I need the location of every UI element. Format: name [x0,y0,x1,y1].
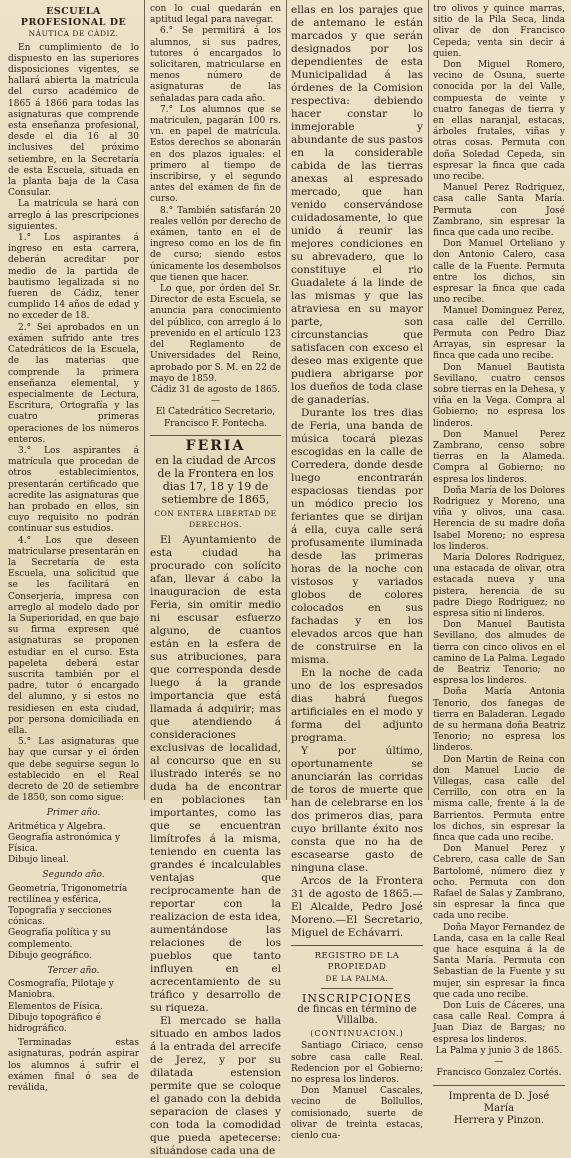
entry: Doña María de los Dolores Rodriguez y Moreno, una viña y olivos, una casa. Herencia de su madre doña Isabel Moreno; no espresa los linderos. [433,485,565,552]
subject-item: Dibujo geográfico. [8,950,92,961]
subject-item: Aritmética y Algebra. [8,821,106,832]
entry: tro olivos y quince marras, sitio de la Pila Seca, linda olivar de don Francisco Cepeda; venta sin decir á quien. [433,4,565,59]
paragraph: 3.° Los aspirantes á matrícula que procedan de otros establecimientos, presentarán certificado que acredite las asignaturas que han probado en ellos, sin cuyo requisito no podrán continuar sus estudios. [8,445,139,535]
imprint-line-2: Herrera y Pinzon. [453,1114,545,1126]
paragraph: 6.° Se permitirá á los alumnos, si sus padres, tutores ó encargados lo solicitaren, matricularse en menos número de asignaturas de las señaladas para cada año. [150,26,281,104]
subject-item: Cosmografía, Pilotaje y Maniobra. [8,979,114,1001]
paragraph: ellas en los parajes que de antemano le están marcados y que serán designados por los dependientes de esta Municipalidad á las órdenes de la Comision respectiva: debiendo hacer constar lo inmejorable y abundante de sus pastos en la considerable cabida de las tierras anexas al espresado mercado, que han venido conservándose cuidadosamente, lo que unido á reunir las mejores condiciones en su abrevadero, que lo constituye el rio Guadalete á la linde de las mismas y que las atraviesa en su mayor parte, son circunstancias que satisfacen con exceso el deseo mas exigente que pudiera abrigarse por los dueños de toda clase de ganaderías. [291,4,423,406]
divider [150,435,281,436]
paragraph: Lo que, por órden del Sr. Director de esta Escuela, se anuncia para conocimiento del público, con arreglo á lo prevenido en el artículo 123 del Reglamento de Universidades del Reino, aprobado por S. M. en 22 de mayo de 1859. [150,284,281,384]
registro-sign-date: La Palma y junio 3 de 1865.— [435,1045,563,1068]
divider [321,988,393,989]
entry: Don Miguel Romero, vecino de Osuna, suerte conocida por la del Valle, compuesta de veinte y cuatro fanegas de tierra y en ellas naranjal, estacas, árboles frutales, viñas y otras cosas. Permuta con doña Soledad Cepeda, sin espresar la finca que cada uno recibe. [433,60,565,183]
subject-item: Geografía política y su complemento. [8,928,111,950]
paragraph: Y por último, oportunamente se anunciarán las corridas de toros de muerte que han de celebrarse en los dos primeros dias, para cuyo brillante éxito nos consta que no ha de escasearse gasto de ninguna clase. [291,745,423,874]
paragraph: Arcos de la Frontera 31 de agosto de 1865.—El Alcalde, Pedro José Moreno.—El Secretario, Miguel de Echávarri. [291,875,423,939]
entry: Manuel Perez Rodriguez, casa calle Santa María. Permuta con José Zambrano, sin espresar la finca que cada uno recibe. [433,183,565,239]
column-rule [144,0,145,800]
signature-name: El Catedrático Secretario, Francisco F. Fontecha. [155,407,276,429]
year-heading: Segundo año. [42,870,105,881]
divider [291,945,423,946]
entry: Don Manuel Perez Zambrano, censo sobre tierras en la Alameda. Compra al Gobierno; no espresa los linderos. [433,429,565,485]
inscripciones-subheading: de fincas en término de Villalba. [297,1003,417,1027]
year-heading: Tercer año. [47,966,100,977]
subject-item: Geometría, Trigonometría rectilínea y esférica, Topografía y secciones cónicas. [8,883,128,928]
column-2 [150,4,281,1158]
divider [433,1085,565,1086]
escuela-subtitle: NÁUTICA DE CÁDIZ. [28,29,119,39]
entry: Doña Mayor Fernandez de Landa, casa en la calle Real que hace esquina á la de Santa María. Permuta con Sebastian de la Fuente y su mujer, sin espresar la finca que cada uno recibe. [433,922,565,1000]
column-rule [428,0,429,800]
paragraph: En cumplimiento de lo dispuesto en las superiores disposiciones vigentes, se hallará abierta la matrícula del curso académico de 1865 á 1866 para todas las asignaturas que comprende esta enseñanza profesional, desde el dia 16 al 30 inclusives del próximo setiembre, en la Secretaría de esta Escuela, situada en la planta baja de la Casa Consular. [8,42,139,199]
feria-tag: CON ENTERA LIBERTAD DE DERECHOS. [154,508,277,530]
inscripciones-heading: INSCRIPCIONES [302,991,412,1005]
year-heading: Primer año. [46,808,101,819]
paragraph: 1.° Los aspirantes á ingreso en esta carrera, deberán acreditar por medio de la partida de bautismo legalizada si no fueren de Cádiz, tener cumplido 14 años de edad y no exceder de 18. [8,233,139,322]
entry: Don Luis de Cáceres, una casa calle Real. Compra á Juan Diaz de Bargas; no espresa los linderos. [433,1001,565,1045]
subject-item: Dibujo topográfico é hidrográfico. [8,1012,102,1035]
entry: Santiago Ciriaco, censo sobre casa calle Real. Redencion por el Gobierno; no espresa los linderos. [291,1041,423,1086]
imprint-line-1: Imprenta de D. José María [448,1090,550,1114]
column-3 [291,4,423,1142]
paragraph: 4.° Los que deseen matricularse presentarán en la Secretaría de esta Escuela, una solicitud que se les facilitará en Conserjería, impresa con arreglo al modelo dado por la Superioridad, en que bajo su firma expresen qué asignaturas se proponen estudiar en el curso. Esta papeleta deberá estar suscrita también por el padre, tutor ó encargado del alumno, y si estos no residiesen en esta ciudad, por persona domiciliada en ella. [8,535,139,736]
subject-list [8,884,139,962]
paragraph: 7.° Los alumnos que se matriculen, pagarán 100 rs. vn. en papel de matrícula. Estos derechos se abonarán en dos plazos iguales: el primero al tiempo de inscribirse, y el segundo antes del exámen de fin de curso. [150,104,281,205]
paragraph: 8.° También satisfarán 20 reales vellón por derecho de exámen, tanto en el de ingreso como en los de fin de curso; siendo estos únicamente los desembolsos que tienen que hacer. [150,205,281,283]
signature-date: Cádiz 31 de agosto de 1865.— [150,384,281,407]
subject-list [8,979,139,1035]
subject-item: Elementos de Física. [8,1001,103,1012]
feria-line: en la ciudad de Arcos de la Frontera en los dias 17, 18 y 19 de setiembre de 1865, [155,453,276,506]
entry: Don Manuel Orteliano y don Antonio Calero, casa calle de la Fuente. Permuta entre los dichos, sin espresar la finca que cada uno recibe. [433,239,565,306]
column-1 [8,4,139,1094]
paragraph: El Ayuntamiento de esta ciudad ha procurado con solícito afan, llevar á cabo la inauguracion de esta Feria, sin omitir medio ni escusar esfuerzo alguno, de cuantos están en la esfera de sus atribuciones, para que corresponda desde luego á la grande importancia que está llamada á adquirir; mas que atendiendo á consideraciones exclusivas de localidad, al concurso que en su ilustrado interés se no duda ha de encontrar en poblaciones tan importantes, como las que se encuentran limítrofes á la misma, teniendo en cuenta las grandes é incalculables ventajas que reciprocamente han de reportar con la realizacion de esta idea, aumentándose las relaciones de los pueblos que tanto influyen en el acrecentamiento de su tráfico y desarrollo de su riqueza. [150,534,281,1015]
entry: María Dolores Rodriguez, una estacada de olivar, otra estacada nueva y una pistera, herencia de su padre Diego Rodriguez; no espresa sitio ni linderos. [433,552,565,619]
subject-item: Dibujo lineal. [8,855,69,866]
entry: Don Manuel Bautista Sevillano, cuatro censos sobre tierras en la Dehesa, y viña en la Vega. Compra al Gobierno; no espresa los linderos. [433,362,565,429]
escuela-title: ESCUELA PROFESIONAL DE [20,6,127,29]
paragraph: 5.° Las asignaturas que hay que cursar y el órden que debe seguirse segun lo establecido en el Real decreto de 20 de setiembre de 1850, son como sigue: [8,737,139,804]
registro-title: REGISTRO DE LA PROPIEDAD [314,951,400,973]
column-rule [286,0,287,800]
paragraph: Terminadas estas asignaturas, podrán aspirar los alumnos á sufrir el exámen final ó sea de reválida, [8,1038,139,1094]
paragraph: con lo cual quedarán en aptitud legal para navegar. [150,4,281,26]
column-4 [433,4,565,1126]
registro-sign-name: Francisco Gonzalez Cortés. [436,1068,562,1079]
entry: Manuel Dominguez Perez, casa calle del Cerrillo. Permuta con Pedro Diaz Arrayas, sin espresar la finca que cada uno recibe. [433,306,565,362]
registro-subtitle: DE LA PALMA. [325,974,389,984]
paragraph: El mercado se halla situado en ambos lados á la entrada del arrecife de Jerez, y por su dilatada estension permite que se coloque el ganado con la debida separacion de clases y con toda la comodidad que pueda apetecerse: situándose cada una de [150,1015,281,1158]
entry: Doña María Antonia Tenorio, dos fanegas de tierra en Baladeran. Legado de su hermana doña Beatriz Tenorio; no espresa los linderos. [433,687,565,754]
subject-list [8,822,139,867]
continuacion-label: (CONTINUACION.) [310,1029,404,1039]
entry: Don Manuel Perez y Cebrero, casa calle de San Bartolomé, número diez y ocho. Permuta con don Rafael de Salas y Zambrano, sin espresar la finca que cada uno recibe. [433,844,565,922]
entry: Don Manuel Cascales, vecino de Bollullos, comisionado, suerte de olivar de treinta estacas, cienlo cua- [291,1086,423,1142]
paragraph: En la noche de cada uno de los espresados dias habrá fuegos artificiales en el modo y forma del adjunto programa. [291,667,423,744]
paragraph: La matrícula se hará con arreglo á las prescripciones siguientes. [8,199,139,232]
feria-title: FERIA [185,437,246,454]
paragraph: 2.° Sei aprobados en un exámen sufrido ante tres Catedráticos de la Escuela, de las materias que comprende la primera enseñanza elemental, y especialmente de Lectura, Escritura, Ortografía y las cuatro primeras operaciones de los números enteros. [8,322,139,445]
paragraph: Durante los tres dias de Feria, una banda de música tocará piezas escogidas en la calle de Corredera, donde desde luego encontrarán espaciosas tiendas por un módico precio los feriantes que se dirijan á ella, cuya calle será profusamente iluminada desde las primeras horas de la noche con vistosos y variados globos de colores colocados en sus fachadas y en los elevados arcos que han de construirse en la misma. [291,407,423,666]
entry: Don Manuel Bautista Sevillano, dos almudes de tierra con cinco olivos en el camino de La Palma. Legado de Beatriz Tenorio; no espresa los linderos. [433,620,565,687]
entry: Don Martin de Reina con don Manuel Lucio de Villegas, casa calle del Cerrillo, con otra en la misma calle, frente á la de Barrientos. Permuta entre los dichos, sin espresar la finca que cada uno recibe. [433,754,565,844]
subject-item: Geografía astronómica y Física. [8,832,121,855]
